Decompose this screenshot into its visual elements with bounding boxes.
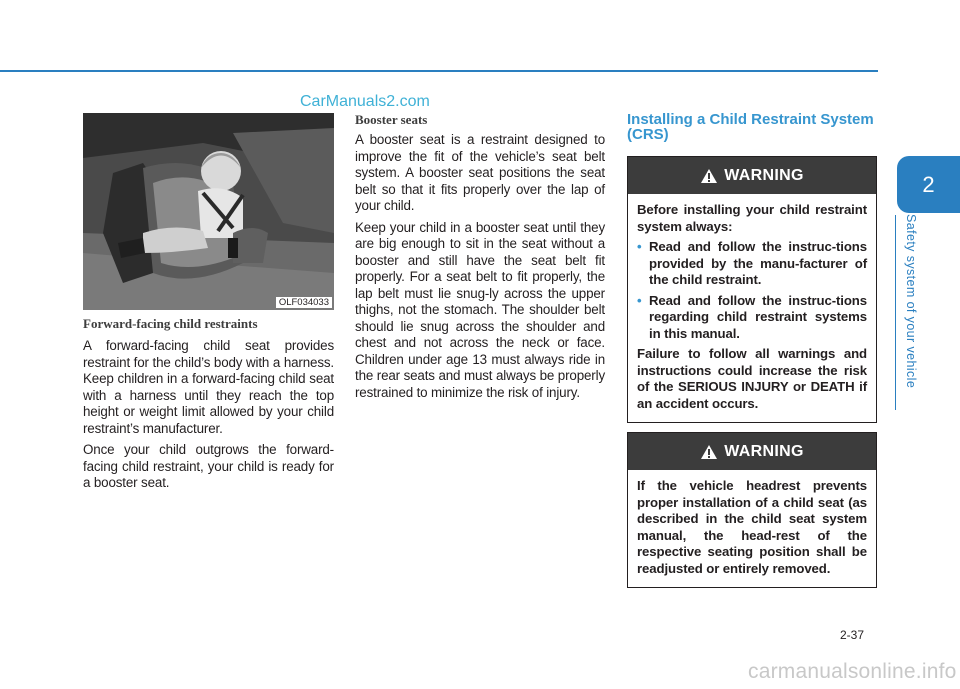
watermark-text[interactable]: CarManuals2.com <box>300 93 430 110</box>
warning-header <box>628 157 876 194</box>
chapter-title: Safety system of your vehicle <box>904 214 918 389</box>
right-column <box>627 112 877 142</box>
warning-text: If the vehicle headrest prevents proper installation of a child seat (as described in the child seat system manual, the head-rest of the respective seating position shall be readjusted or entirely removed. <box>637 478 867 576</box>
chapter-tab <box>897 156 960 213</box>
warning-intro: Before installing your child restraint system always: <box>637 202 867 234</box>
footer-watermark[interactable]: carmanualsonline.info <box>748 660 957 683</box>
section-heading-forward-facing: Forward-facing child restraints <box>83 316 258 331</box>
paragraph: Once your child outgrows the forward-facing child restraint, your child is ready for a booster seat. <box>83 442 334 490</box>
paragraph: A forward-facing child seat provides restraint for the child’s body with a harness. Keep children in a forward-facing child seat with a harness until they reach the top height or weight limit allowed by your child restraint’s manufacturer. <box>83 338 334 436</box>
warning-triangle-icon <box>700 444 718 460</box>
left-column <box>83 113 334 492</box>
warning-bullet: • Read and follow the instruc-tions regarding child restraint systems in this manual. <box>637 293 867 343</box>
warning-box-installation <box>627 156 877 423</box>
page-number: 2-37 <box>840 628 865 642</box>
paragraph: Keep your child in a booster seat until they are big enough to sit in the seat without a booster and still have the seat belt fit properly. For a seat belt to fit properly, the lap belt must lie snug-ly across the upper thighs, not the stomach. The shoulder belt should lie snug across the shoulder and chest and not across the neck or face. Children under age 13 must always ride in the rear seats and must always be properly restrained to minimize the risk of injury. <box>355 219 605 400</box>
section-heading-installing-crs: Installing a Child Restraint System (CRS) <box>627 111 874 143</box>
header-rule <box>0 70 878 72</box>
child-seat-photo <box>83 113 334 310</box>
warning-outro: Failure to follow all warnings and instructions could increase the risk of the SERIOUS INJURY or DEATH if an accident occurs. <box>637 346 867 411</box>
section-heading-booster-seats: Booster seats <box>355 112 428 127</box>
chapter-tab-rule <box>895 215 896 410</box>
middle-column <box>355 112 605 401</box>
warning-body <box>628 470 876 587</box>
warning-box-headrest <box>627 432 877 588</box>
child-seat-illustration <box>83 113 334 310</box>
warning-label: WARNING <box>724 442 804 460</box>
warning-bullet: • Read and follow the instruc-tions provided by the manu-facturer of the child restraint. <box>637 239 867 289</box>
warning-body <box>628 194 876 422</box>
warning-header <box>628 433 876 470</box>
paragraph: A booster seat is a restraint designed to improve the fit of the vehicle’s seat belt system. A booster seat positions the seat belt so that it fits properly over the lap of your child. <box>355 132 605 213</box>
chapter-number: 2 <box>922 171 935 197</box>
warning-triangle-icon <box>700 168 718 184</box>
photo-code: OLF034033 <box>276 297 332 308</box>
warning-label: WARNING <box>724 166 804 184</box>
chapter-title-vertical <box>904 214 920 414</box>
